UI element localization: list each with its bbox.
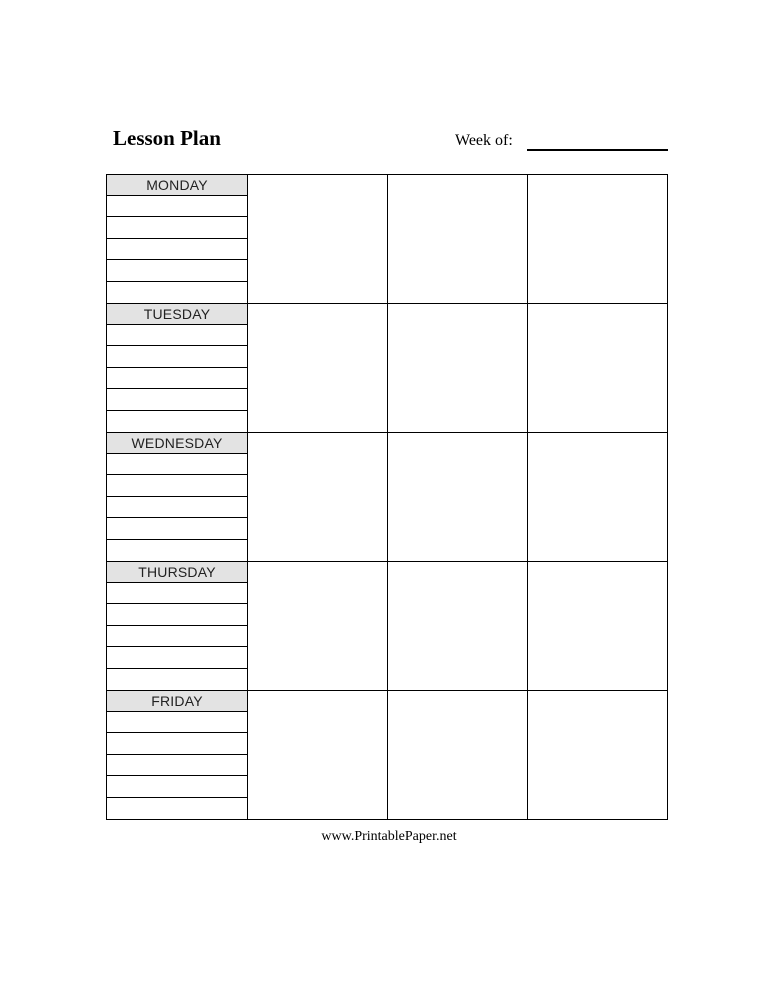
note-line[interactable] bbox=[107, 475, 247, 496]
plan-cell[interactable] bbox=[528, 562, 667, 691]
note-line[interactable] bbox=[107, 217, 247, 238]
day-notes-column bbox=[107, 433, 248, 562]
note-line[interactable] bbox=[107, 368, 247, 389]
note-line[interactable] bbox=[107, 540, 247, 561]
note-line[interactable] bbox=[107, 647, 247, 668]
note-line[interactable] bbox=[107, 196, 247, 217]
plan-cell[interactable] bbox=[248, 304, 388, 433]
note-line[interactable] bbox=[107, 497, 247, 518]
week-of-label: Week of: bbox=[455, 132, 513, 149]
note-line[interactable] bbox=[107, 733, 247, 754]
day-label-monday: MONDAY bbox=[107, 175, 247, 196]
plan-cell[interactable] bbox=[388, 691, 528, 819]
day-block-friday bbox=[107, 690, 667, 819]
day-block-monday bbox=[107, 175, 667, 303]
note-line[interactable] bbox=[107, 669, 247, 690]
day-notes-column bbox=[107, 175, 248, 303]
note-line[interactable] bbox=[107, 776, 247, 797]
plan-cell[interactable] bbox=[248, 562, 388, 691]
page-title: Lesson Plan bbox=[113, 126, 221, 150]
day-label-wednesday: WEDNESDAY bbox=[107, 433, 247, 454]
day-label-friday: FRIDAY bbox=[107, 691, 247, 712]
note-line[interactable] bbox=[107, 260, 247, 281]
plan-cell[interactable] bbox=[388, 433, 528, 562]
note-line[interactable] bbox=[107, 518, 247, 539]
note-line[interactable] bbox=[107, 798, 247, 819]
day-label-tuesday: TUESDAY bbox=[107, 304, 247, 325]
day-notes-column bbox=[107, 691, 248, 819]
note-line[interactable] bbox=[107, 755, 247, 776]
plan-cell[interactable] bbox=[528, 304, 667, 433]
note-line[interactable] bbox=[107, 626, 247, 647]
plan-cell[interactable] bbox=[388, 562, 528, 691]
footer-website-text: www.PrintablePaper.net bbox=[321, 829, 457, 844]
day-block-wednesday bbox=[107, 432, 667, 562]
plan-cell[interactable] bbox=[248, 175, 388, 303]
note-line[interactable] bbox=[107, 583, 247, 604]
note-line[interactable] bbox=[107, 454, 247, 475]
lesson-plan-grid bbox=[106, 174, 668, 820]
day-block-thursday bbox=[107, 561, 667, 691]
note-line[interactable] bbox=[107, 604, 247, 625]
plan-cell[interactable] bbox=[528, 433, 667, 562]
plan-cell[interactable] bbox=[388, 175, 528, 303]
plan-cell[interactable] bbox=[248, 691, 388, 819]
plan-cell[interactable] bbox=[528, 691, 667, 819]
week-of-blank-line[interactable] bbox=[527, 149, 668, 151]
note-line[interactable] bbox=[107, 389, 247, 410]
day-block-tuesday bbox=[107, 303, 667, 433]
note-line[interactable] bbox=[107, 411, 247, 432]
plan-cell[interactable] bbox=[388, 304, 528, 433]
day-notes-column bbox=[107, 304, 248, 433]
plan-cell[interactable] bbox=[248, 433, 388, 562]
day-label-thursday: THURSDAY bbox=[107, 562, 247, 583]
note-line[interactable] bbox=[107, 346, 247, 367]
note-line[interactable] bbox=[107, 282, 247, 303]
note-line[interactable] bbox=[107, 239, 247, 260]
plan-cell[interactable] bbox=[528, 175, 667, 303]
note-line[interactable] bbox=[107, 325, 247, 346]
note-line[interactable] bbox=[107, 712, 247, 733]
day-notes-column bbox=[107, 562, 248, 691]
